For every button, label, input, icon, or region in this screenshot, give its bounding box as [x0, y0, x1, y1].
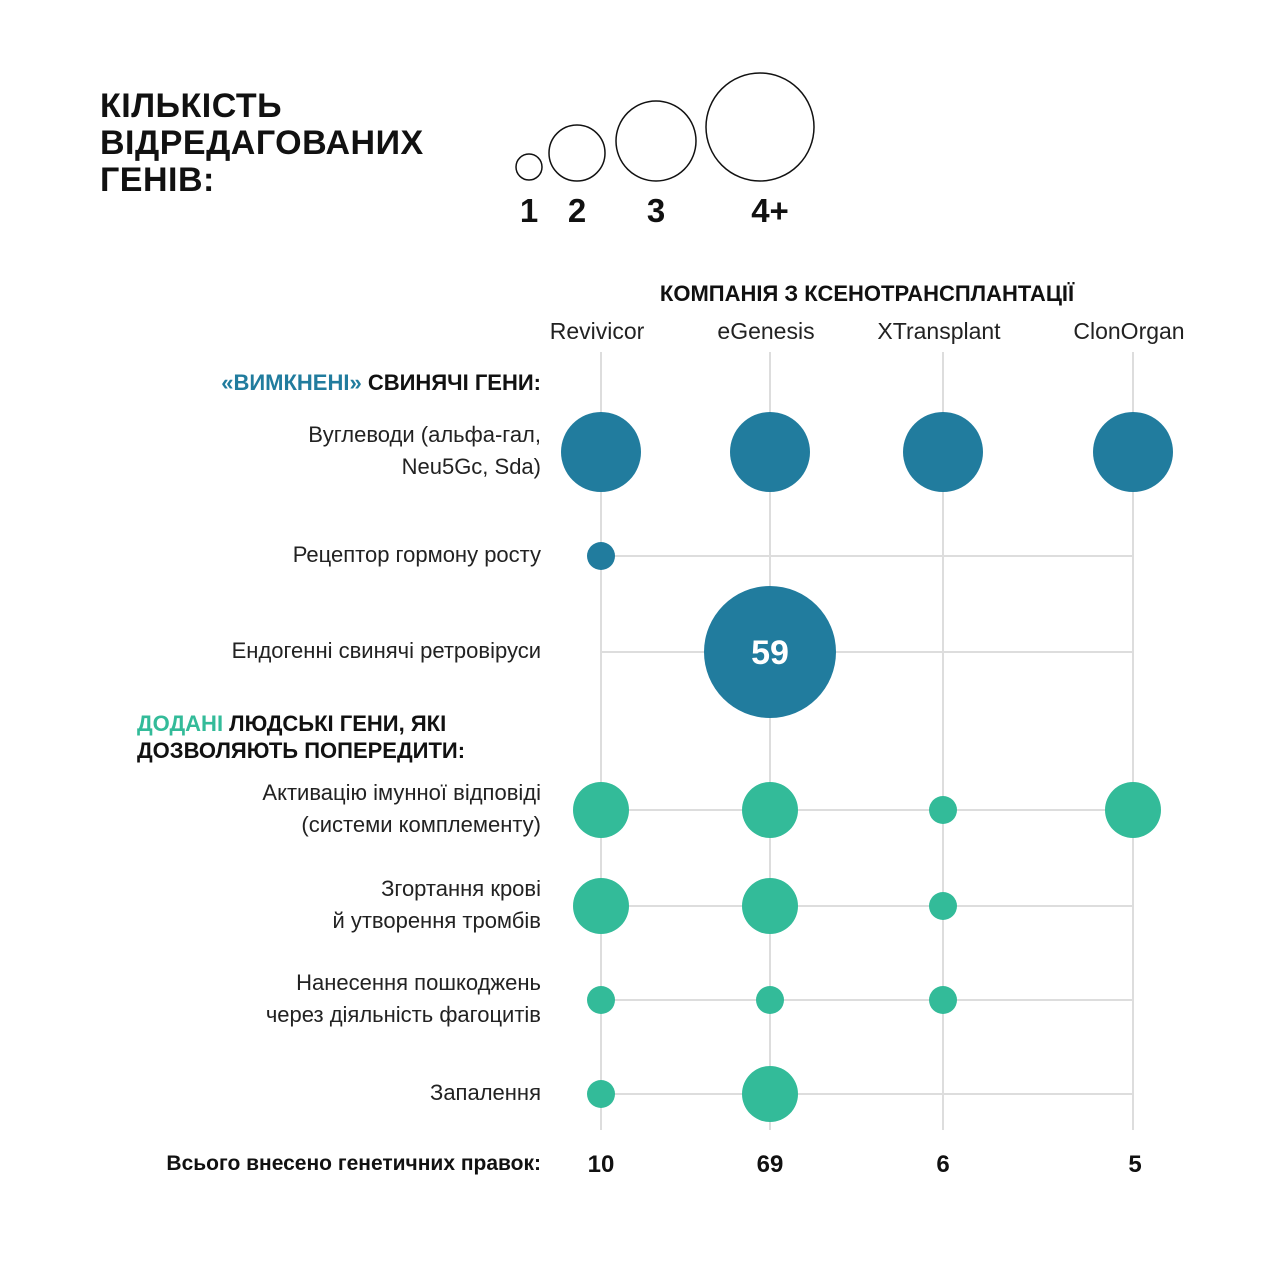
legend-circle	[516, 154, 542, 180]
row-label: Ендогенні свинячі ретровіруси	[231, 638, 541, 663]
company-label: Revivicor	[549, 318, 645, 344]
legend-label: 3	[646, 192, 666, 229]
bubble-value-label: 59	[751, 634, 789, 672]
bubble	[573, 878, 629, 934]
bubble	[742, 782, 798, 838]
bubble	[756, 986, 784, 1014]
section-rest: СВИНЯЧІ ГЕНИ:	[361, 370, 541, 395]
chart-title-line: ВІДРЕДАГОВАНИХ	[100, 124, 424, 162]
bubble	[929, 796, 957, 824]
legend-label: 4+	[751, 192, 789, 229]
bubble	[561, 412, 641, 492]
legend-circle	[616, 101, 696, 181]
section-highlight: ДОДАНІ	[137, 711, 224, 736]
total-value: 69	[756, 1151, 784, 1178]
legend-circle	[549, 125, 605, 181]
bubble	[587, 986, 615, 1014]
company-label: ClonOrgan	[1073, 318, 1185, 344]
section-highlight: «ВИМКНЕНІ»	[221, 370, 362, 395]
row-label: через діяльність фагоцитів	[265, 1002, 541, 1027]
total-value: 10	[587, 1151, 615, 1178]
bubble	[1093, 412, 1173, 492]
company-label: eGenesis	[717, 318, 815, 344]
row-label: Згортання крові	[381, 876, 541, 901]
row-label: Neu5Gc, Sda)	[401, 454, 541, 479]
bubble	[903, 412, 983, 492]
company-label: XTransplant	[877, 318, 1001, 344]
row-label: Рецептор гормону росту	[292, 542, 541, 567]
bubble	[587, 542, 615, 570]
bubble	[742, 878, 798, 934]
bubble	[929, 986, 957, 1014]
row-label: (системи комплементу)	[301, 812, 541, 837]
row-label: Запалення	[430, 1080, 541, 1105]
row-label: Вуглеводи (альфа-гал,	[308, 422, 541, 447]
bubble	[730, 412, 810, 492]
section-header-added	[137, 711, 446, 736]
bubble	[929, 892, 957, 920]
chart-title-line: ГЕНІВ:	[100, 161, 215, 199]
row-label: й утворення тромбів	[332, 908, 541, 933]
total-value: 5	[1128, 1151, 1142, 1178]
legend-label: 1	[519, 192, 539, 229]
legend-label: 2	[567, 192, 587, 229]
chart-title-line: КІЛЬКІСТЬ	[100, 87, 283, 125]
totals-label: Всього внесено генетичних правок:	[166, 1152, 541, 1175]
legend-circle	[706, 73, 814, 181]
section-header-knocked-out	[221, 370, 541, 395]
row-label: Активацію імунної відповіді	[262, 780, 541, 805]
row-label: Нанесення пошкоджень	[296, 970, 541, 995]
company-header: КОМПАНІЯ З КСЕНОТРАНСПЛАНТАЦІЇ	[659, 281, 1075, 306]
bubble	[573, 782, 629, 838]
section-header-added-line2: ДОЗВОЛЯЮТЬ ПОПЕРЕДИТИ:	[137, 738, 466, 763]
bubble	[1105, 782, 1161, 838]
bubble	[742, 1066, 798, 1122]
total-value: 6	[936, 1151, 950, 1178]
bubble	[587, 1080, 615, 1108]
section-rest: ЛЮДСЬКІ ГЕНИ, ЯКІ	[223, 711, 447, 736]
